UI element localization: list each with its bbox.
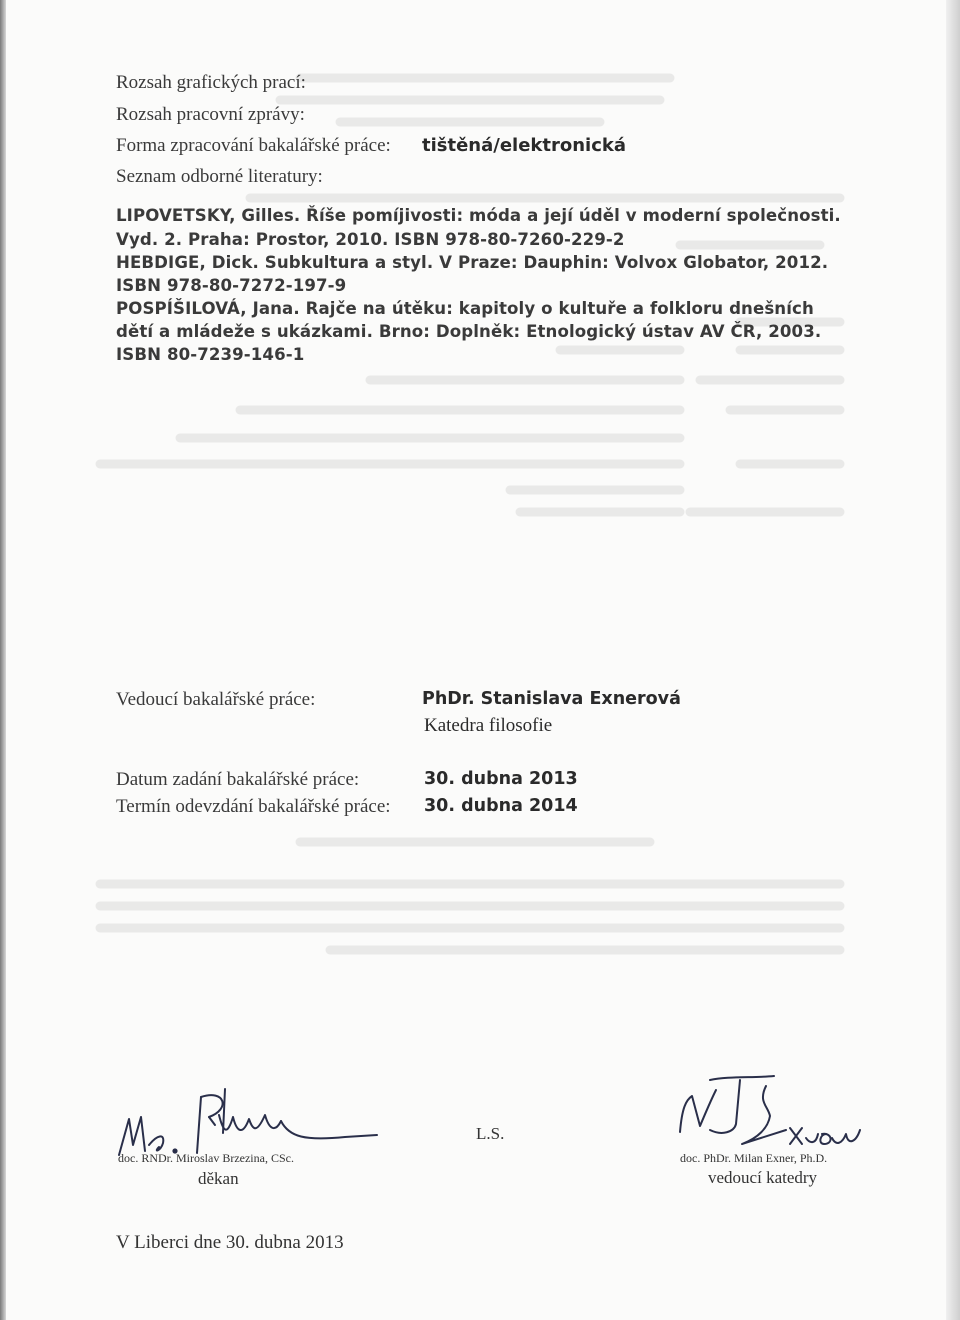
thesis-form-label: Forma zpracování bakalářské práce: xyxy=(116,135,391,156)
supervisor-department: Katedra filosofie xyxy=(424,715,553,736)
literature-line-3: HEBDIGE, Dick. Subkultura a styl. V Praze: Dauphin: Volvox Globator, 2012. xyxy=(116,253,829,272)
seal-label: L.S. xyxy=(476,1124,505,1143)
literature-line-2: Vyd. 2. Praha: Prostor, 2010. ISBN 978-80-7260-229-2 xyxy=(116,230,625,249)
assignment-date-value: 30. dubna 2013 xyxy=(424,769,578,789)
deadline-label: Termín odevzdání bakalářské práce: xyxy=(116,796,391,817)
assignment-date-label: Datum zadání bakalářské práce: xyxy=(116,769,360,790)
place-and-date: V Liberci dne 30. dubna 2013 xyxy=(116,1232,344,1253)
literature-line-6: dětí a mládeže s ukázkami. Brno: Doplněk: Etnologický ústav AV ČR, 2003. xyxy=(116,322,822,341)
supervisor-label: Vedoucí bakalářské práce: xyxy=(116,689,316,710)
supervisor-name: PhDr. Stanislava Exnerová xyxy=(422,689,681,709)
thesis-form-value: tištěná/elektronická xyxy=(422,135,627,156)
literature-label: Seznam odborné literatury: xyxy=(116,166,323,187)
literature-line-5: POSPÍŠILOVÁ, Jana. Rajče na útěku: kapitoly o kultuře a folkloru dnešních xyxy=(116,299,814,318)
dean-name: doc. RNDr. Miroslav Brzezina, CSc. xyxy=(118,1151,294,1165)
head-handwritten-signature xyxy=(670,1072,870,1162)
graphics-extent-label: Rozsah grafických prací: xyxy=(116,72,306,93)
head-of-department-role: vedoucí katedry xyxy=(708,1168,818,1187)
head-of-department-name: doc. PhDr. Milan Exner, Ph.D. xyxy=(680,1151,828,1165)
report-extent-label: Rozsah pracovní zprávy: xyxy=(116,104,305,125)
dean-role: děkan xyxy=(198,1169,239,1188)
deadline-value: 30. dubna 2014 xyxy=(424,796,578,816)
literature-line-7: ISBN 80-7239-146-1 xyxy=(116,345,305,364)
literature-line-1: LIPOVETSKY, Gilles. Říše pomíjivosti: móda a její úděl v moderní společnosti. xyxy=(116,206,841,225)
literature-line-4: ISBN 978-80-7272-197-9 xyxy=(116,276,347,295)
